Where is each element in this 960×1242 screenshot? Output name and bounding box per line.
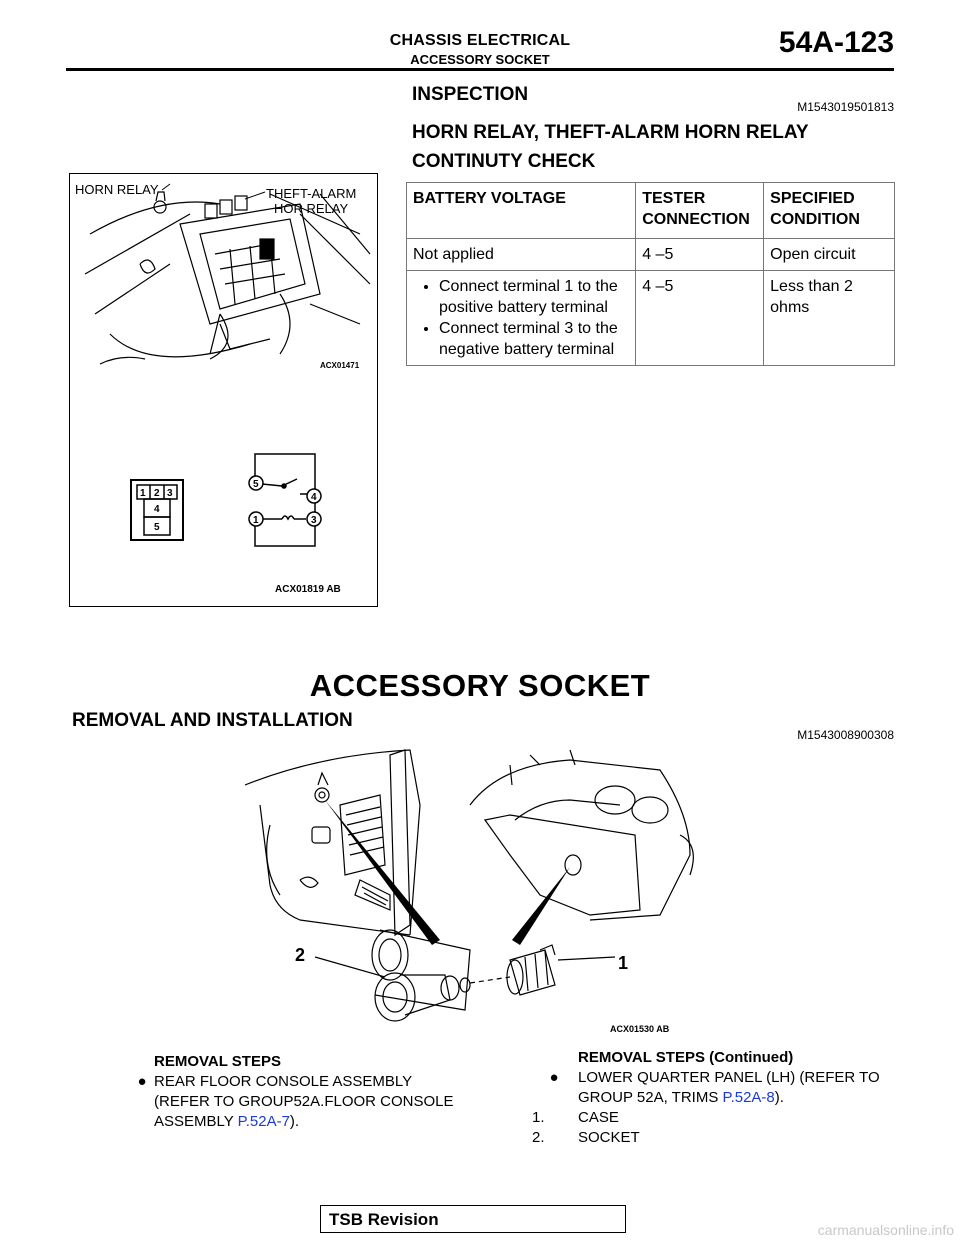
removal-steps-left bbox=[130, 1052, 470, 1132]
header-rule bbox=[66, 68, 894, 71]
figure-code: ACX01530 AB bbox=[610, 1024, 670, 1034]
inspection-code: M1543019501813 bbox=[797, 100, 894, 114]
table-cell bbox=[407, 271, 636, 366]
inspection-title: INSPECTION bbox=[412, 84, 529, 105]
step-text: LOWER QUARTER PANEL (LH) (REFER TO GROUP 52A, TRIMS P.52A-8). bbox=[578, 1069, 880, 1106]
step-text: SOCKET bbox=[578, 1129, 640, 1146]
table-header-row bbox=[407, 183, 895, 239]
callout-number: 1 bbox=[618, 953, 629, 973]
relay-connector bbox=[131, 480, 183, 540]
removal-code: M1543008900308 bbox=[797, 728, 894, 742]
list-item: • Connect terminal 3 to the negative battery terminal bbox=[439, 318, 629, 360]
step-text: CASE bbox=[578, 1109, 619, 1126]
column-header: SPECIFIED CONDITION bbox=[764, 183, 895, 239]
watermark: carmanualsonline.info bbox=[817, 1222, 954, 1238]
callout-number: 2 bbox=[295, 945, 306, 965]
column-header: TESTER CONNECTION bbox=[636, 183, 764, 239]
inspection-subtitle: HORN RELAY, THEFT-ALARM HORN RELAY CONTINUTY CHECK bbox=[412, 122, 809, 172]
terminal-label: 3 bbox=[167, 488, 173, 499]
terminal-label: 1 bbox=[140, 488, 146, 499]
list-item bbox=[530, 1068, 890, 1108]
section-title: CHASSIS ELECTRICAL bbox=[389, 32, 571, 49]
list-item bbox=[530, 1128, 890, 1148]
figure-code: ACX01819 AB bbox=[275, 584, 341, 595]
subsection-title: ACCESSORY SOCKET bbox=[410, 52, 550, 67]
table-cell: Not applied bbox=[407, 239, 636, 271]
removal-steps-right bbox=[530, 1048, 890, 1148]
list-item bbox=[130, 1072, 470, 1132]
figure-code: ACX01471 bbox=[320, 361, 360, 370]
list-item bbox=[530, 1108, 890, 1128]
accessory-socket-title: ACCESSORY SOCKET bbox=[309, 668, 651, 703]
terminal-label: 4 bbox=[154, 504, 160, 515]
theft-alarm-label: THEFT-ALARM bbox=[266, 186, 357, 201]
terminal-label: 5 bbox=[253, 479, 259, 490]
terminal-label: 5 bbox=[154, 522, 160, 533]
table-cell: Less than 2 ohms bbox=[764, 271, 895, 366]
page-link[interactable]: P.52A-7 bbox=[237, 1113, 290, 1130]
table-cell: 4 –5 bbox=[636, 239, 764, 271]
removal-installation-title: REMOVAL AND INSTALLATION bbox=[72, 710, 353, 731]
terminal-label: 4 bbox=[311, 492, 317, 503]
page-link[interactable]: P.52A-8 bbox=[722, 1089, 775, 1106]
table-cell: 4 –5 bbox=[636, 271, 764, 366]
horn-relay-label: HORN RELAY bbox=[75, 182, 159, 197]
step-number: 1. bbox=[532, 1109, 545, 1126]
terminal-label: 3 bbox=[311, 515, 317, 526]
tsb-revision-box: TSB Revision bbox=[320, 1205, 626, 1233]
relay-illustration bbox=[70, 174, 377, 606]
list-item: • Connect terminal 1 to the positive battery terminal bbox=[439, 276, 629, 318]
table-row bbox=[407, 239, 895, 271]
bullet-icon: ● bbox=[549, 1069, 559, 1086]
step-number: 2. bbox=[532, 1129, 545, 1146]
steps-heading: REMOVAL STEPS (Continued) bbox=[578, 1049, 794, 1066]
relay-schematic bbox=[255, 454, 315, 546]
continuity-table bbox=[406, 182, 895, 366]
relay-figure bbox=[69, 173, 378, 607]
theft-alarm-label-2: HOR RELAY bbox=[274, 201, 349, 216]
table-row bbox=[407, 271, 895, 366]
bullet-icon: ● bbox=[137, 1073, 147, 1090]
table-cell: Open circuit bbox=[764, 239, 895, 271]
terminal-label: 1 bbox=[253, 515, 259, 526]
terminal-label: 2 bbox=[154, 488, 160, 499]
page-number: 54A-123 bbox=[778, 26, 894, 59]
steps-heading: REMOVAL STEPS bbox=[154, 1053, 281, 1070]
accessory-socket-illustration bbox=[240, 745, 710, 1040]
column-header: BATTERY VOLTAGE bbox=[407, 183, 636, 239]
step-text: REAR FLOOR CONSOLE ASSEMBLY (REFER TO GROUP52A.FLOOR CONSOLE ASSEMBLY P.52A-7). bbox=[154, 1073, 454, 1130]
